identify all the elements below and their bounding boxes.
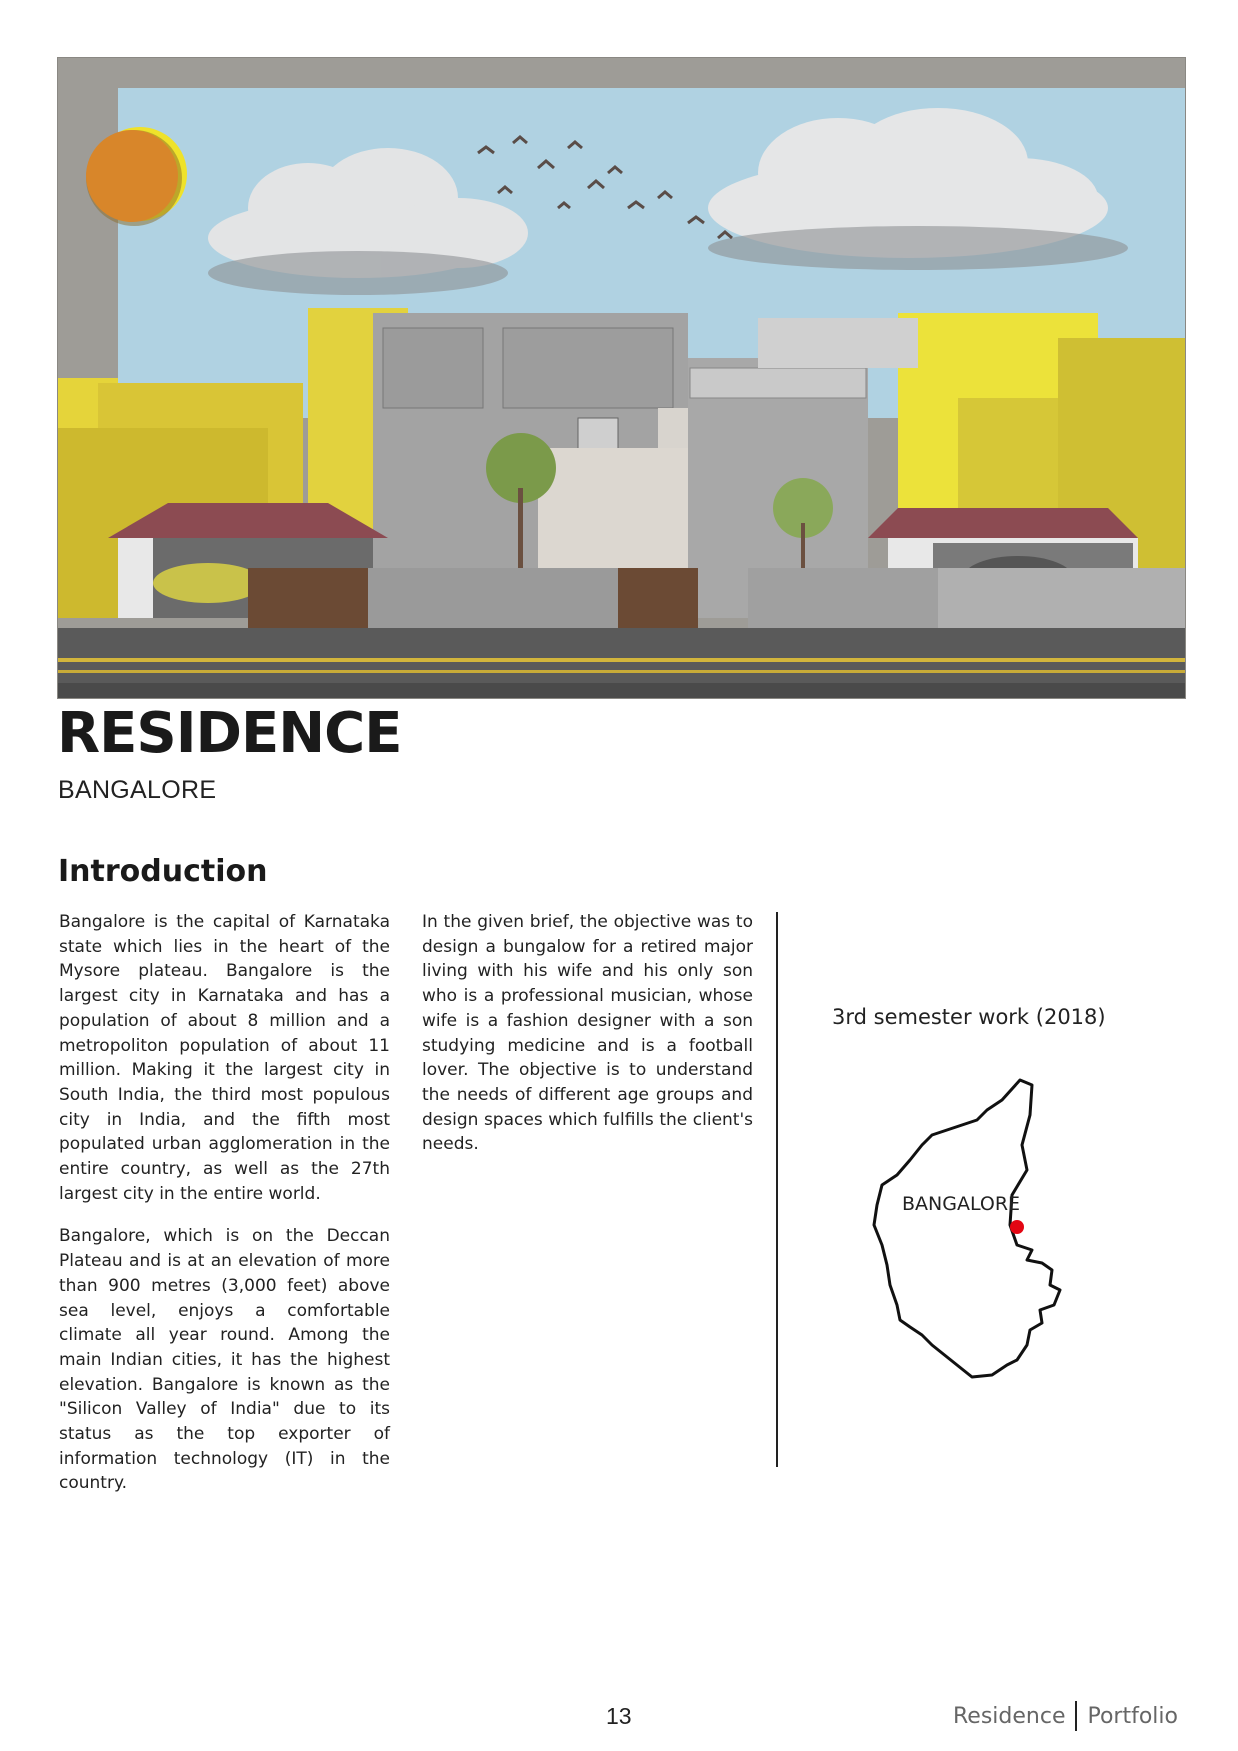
intro-column-1 [59,910,390,1514]
footer-breadcrumb [953,1701,1178,1731]
paragraph: In the given brief, the objective was to design a bungalow for a retired major living with his wife and his only son who is a professional musician, whose wife is a fashion designer with a son studying medicine and is a football lover. The objective is to understand the needs of different age groups and design spaces which fulfills the client's needs. [422,912,753,1155]
footer-separator [1075,1701,1077,1731]
project-title: RESIDENCE [57,701,402,766]
bangalore-marker [1010,1220,1024,1234]
project-location: BANGALORE [58,776,217,804]
map-city-label: BANGALORE [902,1193,1021,1215]
hero-collage-image [57,57,1186,699]
page-number: 13 [606,1703,632,1729]
introduction-heading: Introduction [58,854,268,889]
column-divider [776,912,778,1467]
semester-note: 3rd semester work (2018) [832,1005,1106,1029]
karnataka-outline [874,1080,1060,1377]
karnataka-map [842,1075,1082,1425]
paragraph: Bangalore is the capital of Karnataka state which lies in the heart of the Mysore plateau. Bangalore is the largest city in Karnataka and has a population of about 8 million and a metropoliton population of about 11 million. Making it the largest city in South India, the third most populous city in India, and the fifth most populated urban agglomeration in the entire country, as well as the 27th largest city in the entire world. [59,912,390,1204]
intro-column-2 [422,910,753,1175]
paragraph: Bangalore, which is on the Deccan Plateau and is at an elevation of more than 900 metres (3,000 feet) above sea level, enjoys a comfortable climate all year round. Among the main Indian cities, it has the highest elevation. Bangalore is known as the "Silicon Valley of India" due to its status as the top exporter of information technology (IT) in the country. [59,1226,390,1494]
footer-book: Portfolio [1087,1703,1178,1729]
footer-section: Residence [953,1703,1066,1729]
